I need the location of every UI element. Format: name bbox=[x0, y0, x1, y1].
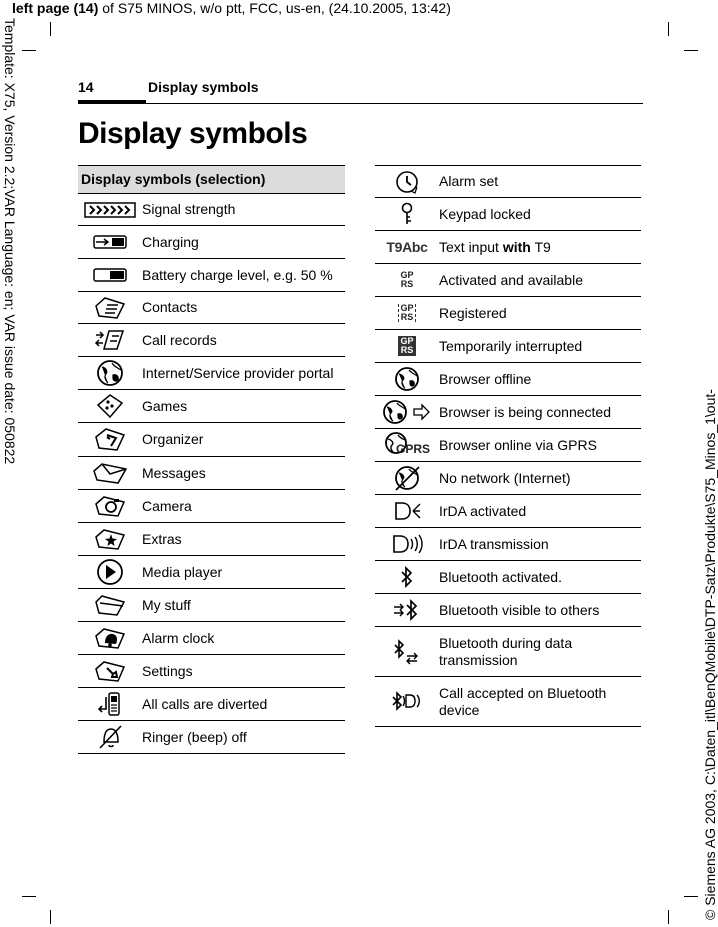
table-row bbox=[78, 688, 345, 721]
template-info-margin bbox=[2, 18, 20, 578]
template-info-text: Template: X75, Version 2.2;VAR Language: en; VAR issue date: 050822 bbox=[2, 18, 18, 465]
browser-offline-icon bbox=[375, 363, 439, 395]
row-label: No network (Internet) bbox=[439, 469, 571, 486]
page-title: Display symbols bbox=[78, 117, 308, 150]
table-row bbox=[78, 589, 345, 622]
row-label: Activated and available bbox=[439, 271, 583, 288]
crop-mark bbox=[684, 896, 698, 897]
games-icon bbox=[78, 390, 142, 422]
irda-transmission-icon bbox=[375, 528, 439, 560]
symbols-table-right bbox=[375, 165, 641, 727]
row-label: Alarm clock bbox=[142, 629, 215, 646]
row-label: Settings bbox=[142, 662, 193, 679]
row-label: Ringer (beep) off bbox=[142, 728, 247, 745]
camera-icon bbox=[78, 490, 142, 522]
irda-activated-icon bbox=[375, 495, 439, 527]
row-label: Bluetooth activated. bbox=[439, 568, 562, 585]
signal-strength-icon bbox=[78, 194, 142, 225]
row-label: Browser is being connected bbox=[439, 403, 611, 420]
row-label: Temporarily interrupted bbox=[439, 337, 583, 354]
table-row bbox=[78, 721, 345, 754]
crop-mark bbox=[22, 50, 36, 51]
gprs-top: GP bbox=[400, 270, 414, 280]
bluetooth-visible-icon bbox=[375, 594, 439, 626]
table-row bbox=[78, 390, 345, 423]
crop-mark bbox=[50, 910, 51, 924]
crop-mark bbox=[668, 910, 669, 924]
table-row bbox=[375, 198, 641, 231]
table-row bbox=[375, 594, 641, 627]
row-label: Alarm set bbox=[439, 173, 499, 189]
media-player-icon bbox=[78, 556, 142, 588]
my-stuff-icon bbox=[78, 589, 142, 621]
row-label: Internet/Service provider portal bbox=[142, 364, 334, 381]
table-row bbox=[78, 226, 345, 259]
bluetooth-call-icon bbox=[375, 677, 439, 726]
text-input-bold: with bbox=[502, 238, 531, 255]
calls-diverted-icon bbox=[78, 688, 142, 720]
row-label: Organizer bbox=[142, 431, 204, 447]
header-rule bbox=[146, 103, 643, 104]
gprs-top: GP bbox=[400, 336, 414, 346]
crop-mark bbox=[50, 22, 51, 36]
print-page-label: left page (14) bbox=[12, 0, 99, 16]
table-row bbox=[78, 556, 345, 589]
table-row bbox=[78, 423, 345, 457]
row-label: Signal strength bbox=[142, 201, 236, 217]
gprs-registered-icon bbox=[375, 297, 439, 329]
print-info-line bbox=[12, 0, 451, 16]
text-input-pre: Text input bbox=[439, 238, 503, 255]
page-number: 14 bbox=[78, 79, 94, 95]
t9-icon bbox=[375, 231, 439, 263]
table-row bbox=[375, 677, 641, 727]
gprs-interrupted-icon bbox=[375, 330, 439, 362]
row-label: Contacts bbox=[142, 299, 198, 315]
table-row bbox=[375, 264, 641, 297]
row-label: Camera bbox=[142, 497, 192, 514]
row-label: Games bbox=[142, 397, 188, 414]
symbols-table-left bbox=[78, 165, 345, 754]
row-label: Messages bbox=[142, 464, 206, 481]
organizer-icon bbox=[78, 423, 142, 456]
settings-icon bbox=[78, 655, 142, 687]
row-label: My stuff bbox=[142, 596, 191, 613]
t9-symbol: T9Abc bbox=[386, 239, 428, 255]
keypad-locked-icon bbox=[375, 198, 439, 230]
table-row bbox=[375, 495, 641, 528]
extras-icon bbox=[78, 523, 142, 555]
row-label: Registered bbox=[439, 304, 507, 321]
table-row bbox=[375, 330, 641, 363]
table-row bbox=[375, 462, 641, 495]
table-row bbox=[78, 457, 345, 490]
row-label: All calls are diverted bbox=[142, 695, 268, 712]
table-row bbox=[78, 259, 345, 292]
table-row bbox=[375, 528, 641, 561]
table-row bbox=[375, 297, 641, 330]
browser-gprs-icon bbox=[375, 429, 439, 461]
table-row bbox=[78, 357, 345, 390]
row-label: Bluetooth during data transmission bbox=[439, 634, 573, 668]
table-row bbox=[78, 324, 345, 357]
ringer-off-icon bbox=[78, 721, 142, 753]
table-row bbox=[375, 429, 641, 462]
alarm-set-icon bbox=[375, 166, 439, 197]
header-rule-thick bbox=[78, 100, 146, 104]
gprs-bottom: RS bbox=[400, 312, 414, 322]
row-label: Media player bbox=[142, 563, 223, 580]
row-label: Call accepted on Bluetooth device bbox=[439, 684, 607, 718]
table-row bbox=[78, 622, 345, 655]
row-label: Call records bbox=[142, 331, 217, 348]
table-row bbox=[78, 523, 345, 556]
bluetooth-activated-icon bbox=[375, 561, 439, 593]
alarm-clock-icon bbox=[78, 622, 142, 654]
internet-portal-icon bbox=[78, 357, 142, 389]
table-row bbox=[78, 292, 345, 324]
bluetooth-data-icon bbox=[375, 627, 439, 676]
row-label: Bluetooth visible to others bbox=[439, 601, 600, 618]
print-info-text: of S75 MINOS, w/o ptt, FCC, us-en, (24.10.2005, 13:42) bbox=[98, 0, 451, 16]
row-label: Battery charge level, e.g. 50 % bbox=[142, 266, 333, 283]
table-row bbox=[375, 166, 641, 198]
messages-icon bbox=[78, 457, 142, 489]
charging-icon bbox=[78, 226, 142, 258]
table-row bbox=[375, 231, 641, 264]
row-label bbox=[439, 239, 641, 256]
table-row bbox=[375, 363, 641, 396]
table-row bbox=[78, 194, 345, 226]
table-row bbox=[375, 627, 641, 677]
row-label: Keypad locked bbox=[439, 205, 531, 222]
table-row bbox=[78, 655, 345, 688]
no-network-icon bbox=[375, 462, 439, 494]
copyright-text: © Siemens AG 2003, C:\Daten_itl\BenQMobile\DTP-Satz\Produkte\S75_Minos_1\out- bbox=[702, 389, 718, 920]
row-label: Browser online via GPRS bbox=[439, 436, 597, 453]
text-input-post: T9 bbox=[530, 238, 551, 255]
crop-mark bbox=[668, 22, 669, 36]
gprs-bottom: RS bbox=[400, 279, 414, 289]
gprs-bottom: RS bbox=[400, 345, 414, 355]
call-records-icon bbox=[78, 324, 142, 356]
row-label: IrDA transmission bbox=[439, 535, 549, 552]
gprs-available-icon bbox=[375, 264, 439, 296]
crop-mark bbox=[22, 896, 36, 897]
browser-connecting-icon bbox=[375, 396, 439, 428]
row-label: Extras bbox=[142, 530, 182, 547]
copyright-margin bbox=[700, 320, 718, 920]
running-title: Display symbols bbox=[148, 79, 259, 95]
table-row bbox=[78, 490, 345, 523]
gprs-top: GP bbox=[400, 303, 414, 313]
row-label: IrDA activated bbox=[439, 502, 527, 519]
gprs-online-label: GPRS bbox=[396, 442, 431, 456]
row-label: Charging bbox=[142, 233, 199, 250]
table-heading: Display symbols (selection) bbox=[78, 165, 345, 194]
table-row bbox=[375, 396, 641, 429]
battery-icon bbox=[78, 259, 142, 291]
contacts-icon bbox=[78, 292, 142, 323]
crop-mark bbox=[684, 50, 698, 51]
table-row bbox=[375, 561, 641, 594]
row-label: Browser offline bbox=[439, 370, 532, 387]
